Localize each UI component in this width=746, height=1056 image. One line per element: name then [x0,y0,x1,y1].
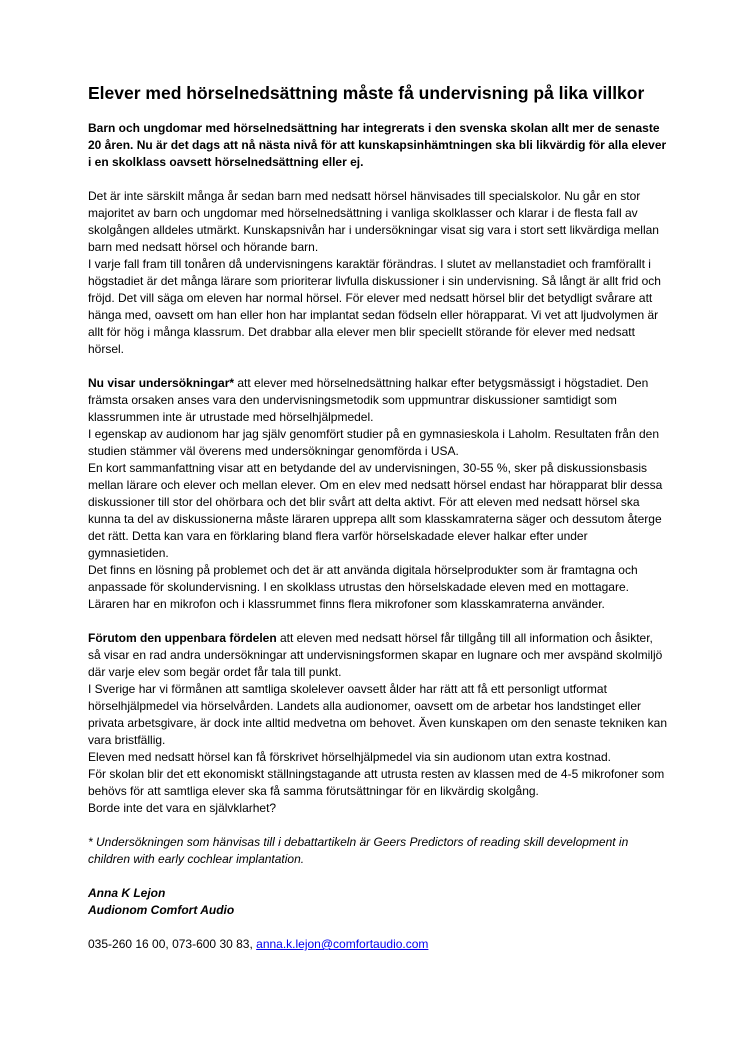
section-2-paragraph-1-text: att elever med hörselnedsättning halkar efter betygsmässigt i högstadiet. Den främsta orsaken anses vara den undervisningsmetodik som uppmuntrar diskussioner samtidigt som klassrummen inte är utrustade med hörselhjälpmedel. [88,376,649,424]
section-1-paragraph-2: I varje fall fram till tonåren då undervisningens karaktär förändras. I slutet av mellanstadiet och framförallt i högstadiet är det många lärare som prioriterar livfulla diskussioner i sin undervisning. Så långt är allt frid och fröjd. Det vill säga om eleven har normal hörsel. För elever med nedsatt hörsel blir det betydligt svårare att hänga med, oavsett om han eller hon har implantat sedan födseln eller hörapparat. Vi vet att ljudvolymen är allt för hög i många klassrum. Det drabbar alla elever men blir speciellt störande för elever med nedsatt hörsel. [88,257,661,356]
signature [88,885,668,919]
section-3-paragraph-1 [88,630,668,681]
section-3 [88,630,668,817]
section-3-paragraph-5: Borde inte det vara en självklarhet? [88,801,277,815]
section-3-paragraph-4: För skolan blir det ett ekonomiskt ställningstagande att utrusta resten av klassen med de 4-5 mikrofoner som behövs för att samtliga elever ska få samma förutsättningar för en likvärdig skolgång. [88,767,665,798]
section-1-paragraph-1: Det är inte särskilt många år sedan barn med nedsatt hörsel hänvisades till specialskolor. Nu går en stor majoritet av barn och ungdomar med hörselnedsättning i vanliga skolklasser och klarar i de flesta fall av skolgången alldeles utmärkt. Kunskapsnivån har i undersökningar visat sig vara i stort sett likvärdiga mellan barn med nedsatt hörsel och hörande barn. [88,189,659,254]
section-1 [88,188,668,358]
section-3-paragraph-1-text: att eleven med nedsatt hörsel får tillgång till all information och åsikter, så visar en rad andra undersökningar att undervisningsformen skapar en lugnare och mer avspänd skolmiljö där varje elev som begär ordet får tala till punkt. [88,631,663,679]
section-2 [88,375,668,613]
author-role: Audionom Comfort Audio [88,903,235,917]
article-title: Elever med hörselnedsättning måste få undervisning på lika villkor [88,83,645,103]
section-2-paragraph-2: I egenskap av audionom har jag själv genomfört studier på en gymnasieskola i Laholm. Resultaten från den studien stämmer väl överens med undersökningar genomförda i USA. [88,427,660,458]
contact-phones: 035-260 16 00, 073-600 30 83, [88,937,257,951]
footnote: * Undersökningen som hänvisas till i debattartikeln är Geers Predictors of reading skill development in children with early cochlear implantation. [88,835,629,866]
section-2-paragraph-3: En kort sammanfattning visar att en betydande del av undervisningen, 30-55 %, sker på diskussionsbasis mellan lärare och elever och mellan elever. Om en elev med nedsatt hörsel endast har hörapparat blir dessa diskussioner till stor del ohörbara och det blir svårt att delta aktivt. För att eleven med nedsatt hörsel ska kunna ta del av diskussionerna måste läraren upprepa allt som klasskamraterna säger och dessutom återge det rätt. Detta kan vara en förklaring bland flera varför hörselskadade elever halkar efter under gymnasietiden. [88,461,663,560]
section-2-paragraph-4: Det finns en lösning på problemet och det är att använda digitala hörselprodukter som är framtagna och anpassade för skolundervisning. I en skolklass utrustas den hörselskadade eleven med en mottagare. Läraren har en mikrofon och i klassrummet finns flera mikrofoner som klasskamraterna använder. [88,563,638,611]
email-link[interactable]: anna.k.lejon@comfortaudio.com [256,937,429,951]
section-3-paragraph-3: Eleven med nedsatt hörsel kan få förskrivet hörselhjälpmedel via sin audionom utan extra kostnad. [88,750,611,764]
section-2-lead-bold: Nu visar undersökningar* [88,376,235,390]
document-page [88,82,668,953]
section-2-paragraph-1 [88,375,668,426]
contact-line [88,936,668,953]
author-name: Anna K Lejon [88,886,166,900]
section-3-paragraph-2: I Sverige har vi förmånen att samtliga skolelever oavsett ålder har rätt att få ett personligt utformat hörselhjälpmedel via hörselvården. Landets alla audionomer, oavsett om de arbetar hos landstinget eller privata arbetsgivare, är dock inte alltid medvetna om behovet. Även kunskapen om den senaste tekniken kan vara bristfällig. [88,682,668,747]
section-3-lead-bold: Förutom den uppenbara fördelen [88,631,277,645]
article-lead: Barn och ungdomar med hörselnedsättning har integrerats i den svenska skolan allt mer de senaste 20 åren. Nu är det dags att nå nästa nivå för att kunskapsinhämtningen ska bli likvärdig för alla elever i en skolklass oavsett hörselnedsättning eller ej. [88,121,667,169]
